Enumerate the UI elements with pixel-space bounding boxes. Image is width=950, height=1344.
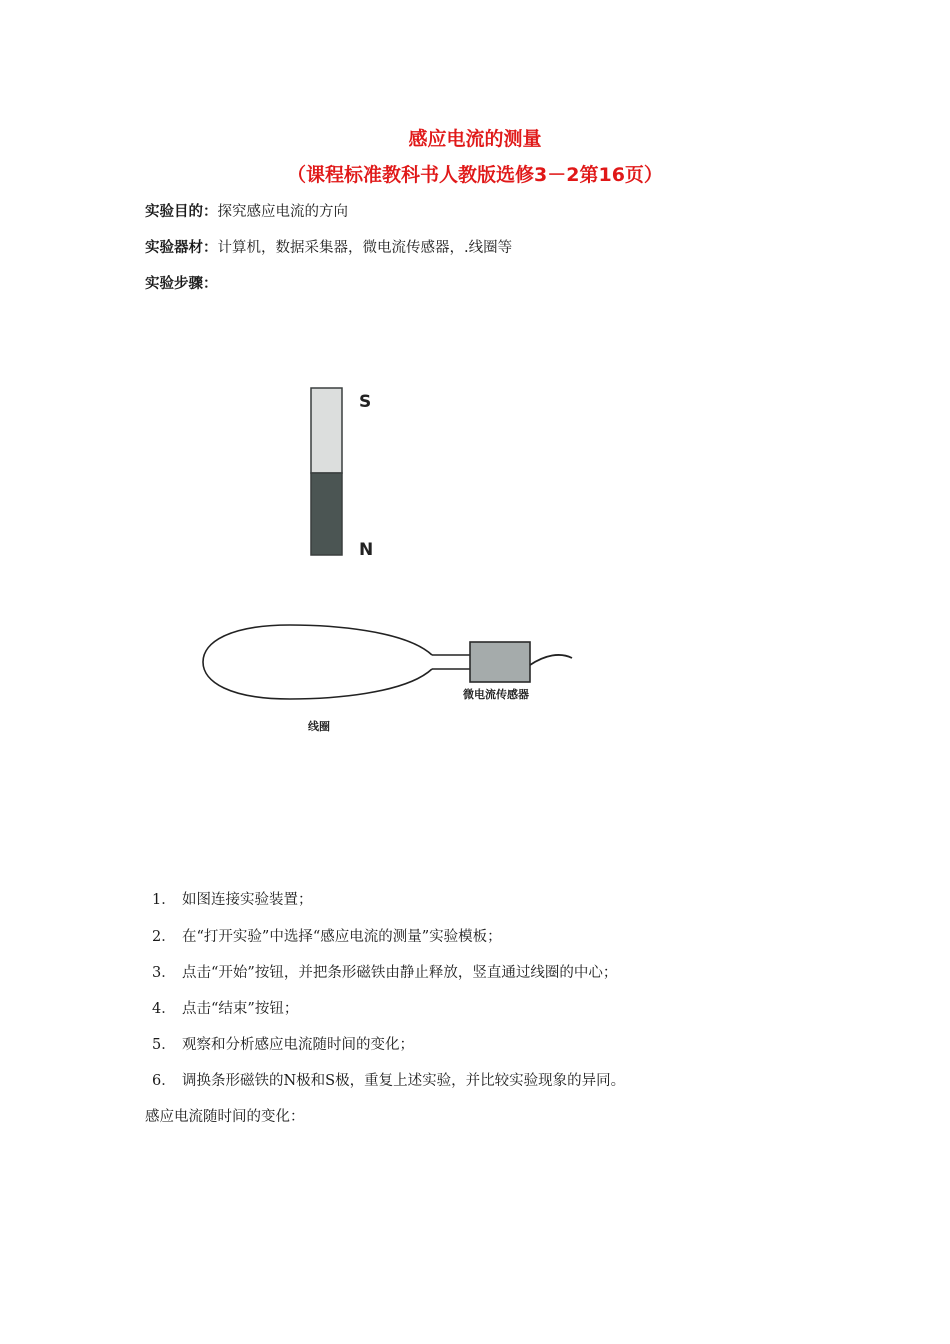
coil-loop (203, 625, 432, 699)
micro-current-sensor (470, 642, 530, 682)
coil-label: 线圈 (308, 720, 330, 733)
sensor-label: 微电流传感器 (463, 688, 529, 701)
step-text: 如图连接实验装置； (182, 892, 313, 908)
purpose-line (145, 200, 348, 221)
step-item (152, 961, 617, 982)
step-number: 6． (152, 1073, 176, 1089)
experiment-diagram (0, 380, 950, 740)
step-item (152, 997, 298, 1018)
equipment-line (145, 236, 512, 257)
step-text: 点击“结束”按钮； (182, 1001, 299, 1017)
step-number: 2． (152, 929, 176, 945)
step-number: 3． (152, 965, 176, 981)
step-item (152, 888, 313, 909)
equipment-label: 实验器材： (145, 240, 218, 256)
step-number: 4． (152, 1001, 176, 1017)
purpose-text: 探究感应电流的方向 (217, 204, 348, 220)
equipment-text: 计算机，数据采集器，微电流传感器，.线圈等 (217, 240, 513, 256)
step-number: 5． (152, 1037, 176, 1053)
step-item (152, 1069, 625, 1090)
step-item (152, 925, 502, 946)
magnet-s-label: S (359, 392, 372, 412)
magnet-n-label: N (359, 540, 374, 560)
step-text: 点击“开始”按钮，并把条形磁铁由静止释放，竖直通过线圈的中心； (182, 965, 618, 981)
step-item (152, 1033, 414, 1054)
purpose-label: 实验目的： (145, 204, 218, 220)
footer-text: 感应电流随时间的变化： (145, 1109, 305, 1125)
steps-heading: 实验步骤： (145, 276, 218, 292)
magnet-n-pole (311, 473, 342, 555)
page-subtitle: （课程标准教科书人教版选修3－2第16页） (287, 164, 663, 186)
step-number: 1． (152, 892, 176, 908)
sensor-cable (530, 655, 572, 665)
step-text: 在“打开实验”中选择“感应电流的测量”实验模板； (182, 929, 502, 945)
magnet-s-pole (311, 388, 342, 473)
page-title: 感应电流的测量 (408, 128, 542, 150)
step-text: 调换条形磁铁的N极和S极，重复上述实验，并比较实验现象的异同。 (182, 1073, 626, 1089)
step-text: 观察和分析感应电流随时间的变化； (182, 1037, 414, 1053)
steps-heading-line (145, 272, 218, 293)
